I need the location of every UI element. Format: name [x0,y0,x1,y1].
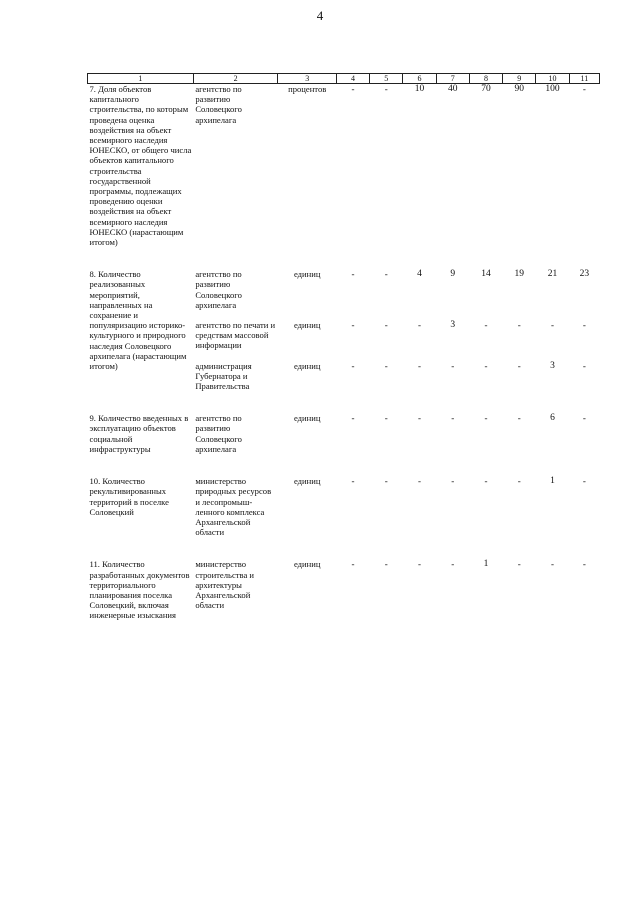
value-cell: - [418,320,422,331]
header-cell: 2 [193,74,278,84]
value-cell: - [384,360,388,371]
value-cell: - [451,476,455,487]
value-cell: - [582,413,586,424]
value-cell: - [384,559,388,570]
table-row [88,269,600,310]
value-cell: 90 [514,84,525,94]
value-cell: 9 [450,269,456,280]
value-cell: 3 [450,320,456,331]
value-cell: 40 [448,84,458,94]
value-cell: - [484,360,488,371]
row-spacer [88,391,600,413]
value-cell: - [384,413,388,424]
value-cell: - [418,360,422,371]
row-spacer [88,537,600,559]
unit: единиц [293,320,321,331]
value-cell: 14 [481,269,491,280]
header-cell: 4 [336,74,369,84]
value-cell: 21 [547,269,558,280]
value-cell: - [551,559,555,570]
executor: министерство природных ресурсов и лесопромыш-ленного комплекса Архангельской области [195,476,272,538]
value-cell: 19 [514,269,525,280]
indicator-name: 9. Количество введенных в эксплуатацию объектов социальной инфраструктуры [89,413,189,454]
value-cell: - [517,360,521,371]
header-cell: 8 [469,74,502,84]
unit: единиц [293,269,321,280]
unit: единиц [293,360,321,371]
value-cell: - [384,269,388,280]
value-cell: - [351,320,355,331]
executor: администрация Губернатора и Правительства [195,360,252,392]
unit: единиц [293,413,321,424]
value-cell: 70 [481,84,491,94]
value-cell: - [418,413,422,424]
value-cell: - [384,476,388,487]
value-cell: - [351,269,355,280]
value-cell: - [418,559,422,570]
value-cell: 4 [417,269,422,280]
value-cell: - [384,320,388,331]
row-spacer [88,454,600,476]
executor: министерство строительства и архитектуры Архангельской области [195,559,255,611]
value-cell: - [551,320,555,331]
value-cell: - [484,476,488,487]
header-cell: 5 [370,74,403,84]
unit: единиц [293,476,321,487]
value-cell: - [451,413,455,424]
value-cell: 1 [483,559,489,570]
value-cell: - [451,559,455,570]
indicator-name: 7. Доля объектов капитального строительства, по которым проведена оценка воздействия на объект всемирного наследия ЮНЕСКО, от общего числа объектов капитального строительства государственной программы, подлежащих проведению оценки воздействия на объект всемирного наследия ЮНЕСКО (нарастающим итогом) [89,84,192,248]
header-cell: 7 [436,74,469,84]
table-header [88,74,600,84]
header-cell: 11 [569,74,599,84]
value-cell: - [351,413,355,424]
value-cell: - [582,559,586,570]
value-cell: - [517,559,521,570]
executor: агентство по развитию Соловецкого архипелага [195,269,242,310]
executor: агентство по развитию Соловецкого архипелага [195,413,242,454]
value-cell: - [582,320,586,331]
unit: единиц [293,559,321,570]
indicators-table [87,73,600,621]
header-cell: 3 [278,74,336,84]
indicator-name: 10. Количество рекультивированных территорий в поселке Соловецкий [89,476,169,517]
value-cell: - [582,476,586,487]
value-cell: - [418,476,422,487]
header-cell: 1 [88,74,194,84]
table-row [88,559,600,620]
value-cell: - [484,413,488,424]
table-row [88,476,600,537]
header-row [88,74,600,84]
value-cell: 100 [545,84,560,94]
table-row [88,413,600,454]
header-cell: 9 [503,74,536,84]
value-cell: 23 [579,269,590,280]
executor: агентство по печати и средствам массовой информации [195,320,276,351]
value-cell: - [484,320,488,331]
value-cell: - [351,84,355,94]
value-cell: - [517,413,521,424]
unit: процентов [288,84,327,94]
value-cell: - [582,84,586,94]
indicator-name: 8. Количество реализованных мероприятий, направленных на сохранение и популяризацию историко-культурного и природного наследия Соловецкого архипелага (нарастающим итогом) [89,269,187,372]
value-cell: - [582,360,586,371]
value-cell: - [351,559,355,570]
value-cell: 10 [414,84,425,94]
value-cell: - [351,360,355,371]
page-number: 4 [316,8,324,23]
value-cell: 3 [550,360,555,371]
value-cell: - [517,476,521,487]
value-cell: 6 [550,413,555,424]
value-cell: - [384,84,388,94]
table-row [88,84,600,248]
executor: агентство по развитию Соловецкого архипелага [195,84,242,125]
row-spacer [88,247,600,269]
indicator-name: 11. Количество разработанных документов территориального планирования поселка Соловецкий, включая инженерные изыскания [89,559,190,621]
value-cell: - [351,476,355,487]
value-cell: 1 [550,476,555,487]
header-cell: 6 [403,74,436,84]
value-cell: - [517,320,521,331]
header-cell: 10 [536,74,569,84]
value-cell: - [451,360,455,371]
